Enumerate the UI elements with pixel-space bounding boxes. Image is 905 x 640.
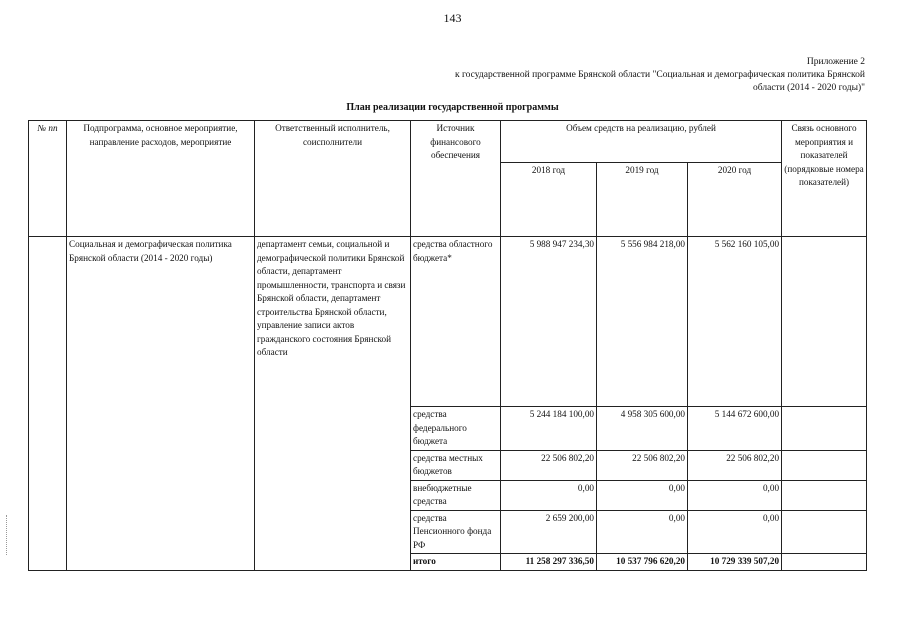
header-volume: Объем средств на реализацию, рублей: [501, 121, 782, 163]
value-2019: 22 506 802,20: [597, 450, 688, 480]
num-cell: [29, 237, 67, 571]
table-row: [29, 237, 867, 407]
value-2020: 5 562 160 105,00: [688, 237, 782, 407]
value-2019: 0,00: [597, 480, 688, 510]
link-cell: [782, 407, 867, 451]
value-2018: 2 659 200,00: [501, 510, 597, 554]
source-cell: средства федерального бюджета: [411, 407, 501, 451]
header-2020: 2020 год: [688, 163, 782, 237]
value-2019: 0,00: [597, 510, 688, 554]
appendix-line-2: к государственной программе Брянской области "Социальная и демографическая политика Брянской: [455, 70, 865, 80]
source-cell: средства областного бюджета*: [411, 237, 501, 407]
header-executor: Ответственный исполнитель, соисполнители: [255, 121, 411, 237]
header-source: Источник финансового обеспечения: [411, 121, 501, 237]
link-cell: [782, 450, 867, 480]
value-2018: 5 988 947 234,30: [501, 237, 597, 407]
link-cell: [782, 554, 867, 571]
link-cell: [782, 510, 867, 554]
executor-cell: департамент семьи, социальной и демографической политики Брянской области, департамент промышленности, транспорта и связи Брянской области, департамент строительства Брянской области, управление записи актов гражданского состояния Брянской области: [255, 237, 411, 571]
value-2019: 5 556 984 218,00: [597, 237, 688, 407]
total-2018: 11 258 297 336,50: [501, 554, 597, 571]
value-2018: 5 244 184 100,00: [501, 407, 597, 451]
value-2019: 4 958 305 600,00: [597, 407, 688, 451]
header-subprogram: Подпрограмма, основное мероприятие, направление расходов, мероприятие: [67, 121, 255, 237]
value-2020: 5 144 672 600,00: [688, 407, 782, 451]
value-2018: 0,00: [501, 480, 597, 510]
header-link: Связь основного мероприятия и показателей (порядковые номера показателей): [782, 121, 867, 237]
total-2019: 10 537 796 620,20: [597, 554, 688, 571]
total-label: итого: [411, 554, 501, 571]
header-num: № пп: [29, 121, 67, 237]
plan-table: [28, 120, 867, 571]
value-2020: 0,00: [688, 510, 782, 554]
value-2018: 22 506 802,20: [501, 450, 597, 480]
value-2020: 22 506 802,20: [688, 450, 782, 480]
page-number: 143: [443, 11, 462, 25]
source-cell: средства Пенсионного фонда РФ: [411, 510, 501, 554]
header-2018: 2018 год: [501, 163, 597, 237]
appendix-note: [365, 56, 865, 95]
source-cell: внебюджетные средства: [411, 480, 501, 510]
appendix-line-1: Приложение 2: [806, 57, 865, 67]
value-2020: 0,00: [688, 480, 782, 510]
appendix-line-3: области (2014 - 2020 годы)": [753, 83, 865, 93]
total-2020: 10 729 339 507,20: [688, 554, 782, 571]
scan-edge-mark: [6, 515, 8, 555]
program-cell: Социальная и демографическая политика Брянской области (2014 - 2020 годы): [67, 237, 255, 571]
link-cell: [782, 480, 867, 510]
plan-title: План реализации государственной программы: [346, 102, 559, 113]
link-cell: [782, 237, 867, 407]
source-cell: средства местных бюджетов: [411, 450, 501, 480]
header-2019: 2019 год: [597, 163, 688, 237]
